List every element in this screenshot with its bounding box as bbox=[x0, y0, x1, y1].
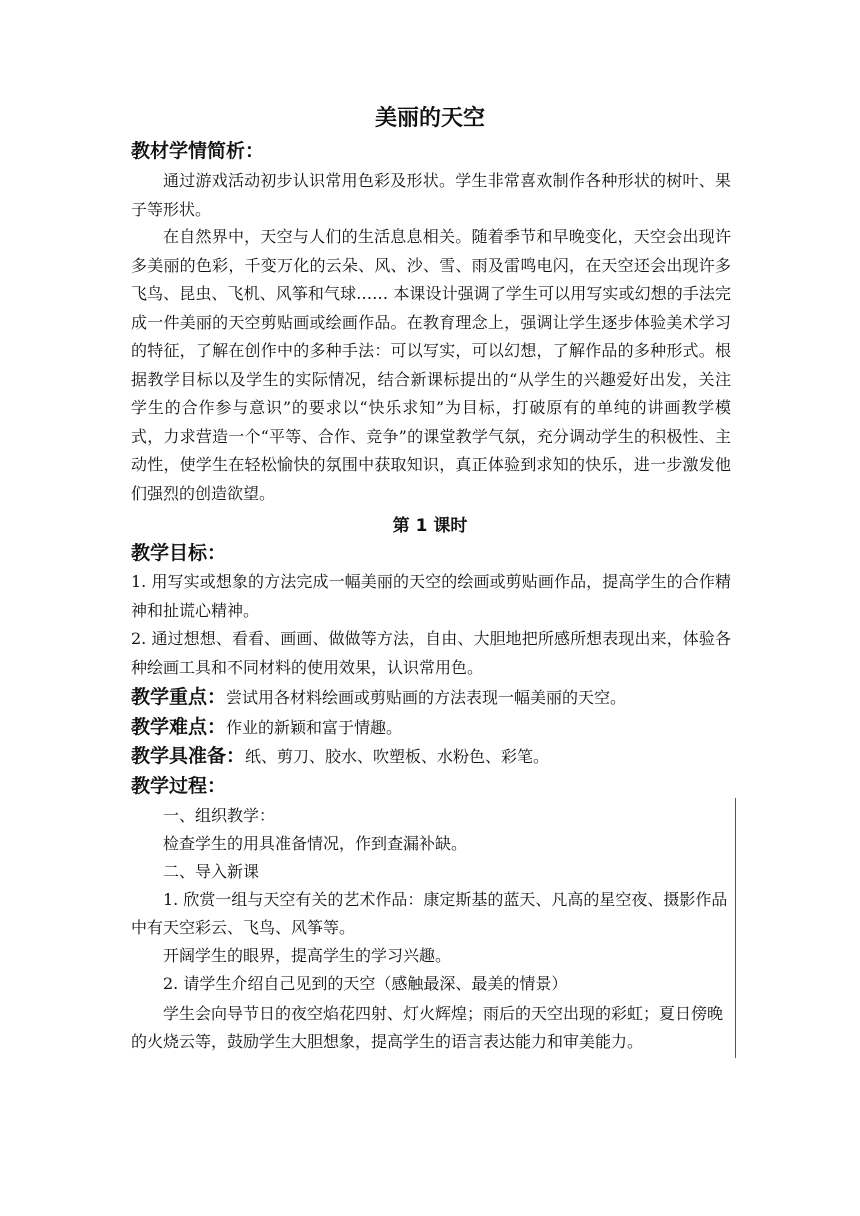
difficulty-label: 教学难点： bbox=[131, 716, 227, 738]
materials-text: 纸、剪刀、胶水、吹塑板、水粉色、彩笔。 bbox=[245, 747, 550, 766]
analysis-paragraph-2: 在自然界中，天空与人们的生活息息相关。随着季节和早晚变化，天空会出现许多美丽的色彩，千变万化的云朵、风、沙、雪、雨及雷鸣电闪，在天空还会出现许多飞鸟、昆虫、飞机、风筝和气球…… 本课设计强调了学生可以用写实或幻想的手法完成一件美丽的天空剪贴画或绘画作品。在教育理念上，强调让学生逐步体验美术学习的特征，了解在创作中的多种手法：可以写实，可以幻想，了解作品的多种形式。根据教学目标以及学生的实际情况，结合新课标提出的“从学生的兴趣爱好出发，关注学生的合作参与意识”的要求以“快乐求知”为目标，打破原有的单纯的讲画教学模式，力求营造一个“平等、合作、竞争”的课堂教学气氛，充分调动学生的积极性、主动性，使学生在轻松愉快的氛围中获取知识，真正体验到求知的快乐，进一步激发他们强烈的创造欲望。 bbox=[131, 227, 731, 503]
margin-line bbox=[735, 798, 736, 1058]
key-point-text: 尝试用各材料绘画或剪贴画的方法表现一幅美丽的天空。 bbox=[226, 688, 627, 707]
analysis-heading: 教材学情简析： bbox=[131, 140, 265, 162]
process-step-3: 二、导入新课 bbox=[163, 862, 260, 881]
document-title: 美丽的天空 bbox=[374, 106, 485, 131]
goal-item-1: 1. 用写实或想象的方法完成一幅美丽的天空的绘画或剪贴画作品，提高学生的合作精神和扯谎心精神。 bbox=[131, 572, 731, 620]
key-point-row bbox=[131, 682, 751, 713]
key-point-label: 教学重点： bbox=[131, 686, 227, 708]
analysis-paragraph-1: 通过游戏活动初步认识常用色彩及形状。学生非常喜欢制作各种形状的树叶、果子等形状。 bbox=[131, 171, 731, 219]
process-step-6: 2. 请学生介绍自己见到的天空（感触最深、最美的情景） bbox=[163, 974, 568, 993]
materials-label: 教学具准备： bbox=[131, 745, 246, 767]
difficulty-text: 作业的新颖和富于情趣。 bbox=[226, 718, 403, 737]
goal-item-2: 2. 通过想想、看看、画画、做做等方法，自由、大胆地把所感所想表现出来，体验各种绘画工具和不同材料的使用效果，认识常用色。 bbox=[131, 629, 731, 677]
lesson-heading: 第 1 课时 bbox=[392, 516, 468, 536]
materials-row bbox=[131, 741, 751, 772]
process-step-7: 学生会向导节日的夜空焰花四射、灯火辉煌；雨后的天空出现的彩虹；夏日傍晚的火烧云等，鼓励学生大胆想象，提高学生的语言表达能力和审美能力。 bbox=[131, 1004, 724, 1051]
process-step-4: 1. 欣赏一组与天空有关的艺术作品：康定斯基的蓝天、凡高的星空夜、摄影作品中有天空彩云、飞鸟、风筝等。 bbox=[131, 890, 728, 937]
goals-heading: 教学目标： bbox=[131, 542, 227, 564]
process-step-2: 检查学生的用具准备情况，作到查漏补缺。 bbox=[163, 834, 468, 853]
process-step-5: 开阔学生的眼界，提高学生的学习兴趣。 bbox=[163, 946, 452, 965]
process-step-1: 一、组织教学： bbox=[163, 806, 276, 825]
process-heading: 教学过程： bbox=[131, 775, 227, 797]
difficulty-row bbox=[131, 712, 751, 743]
